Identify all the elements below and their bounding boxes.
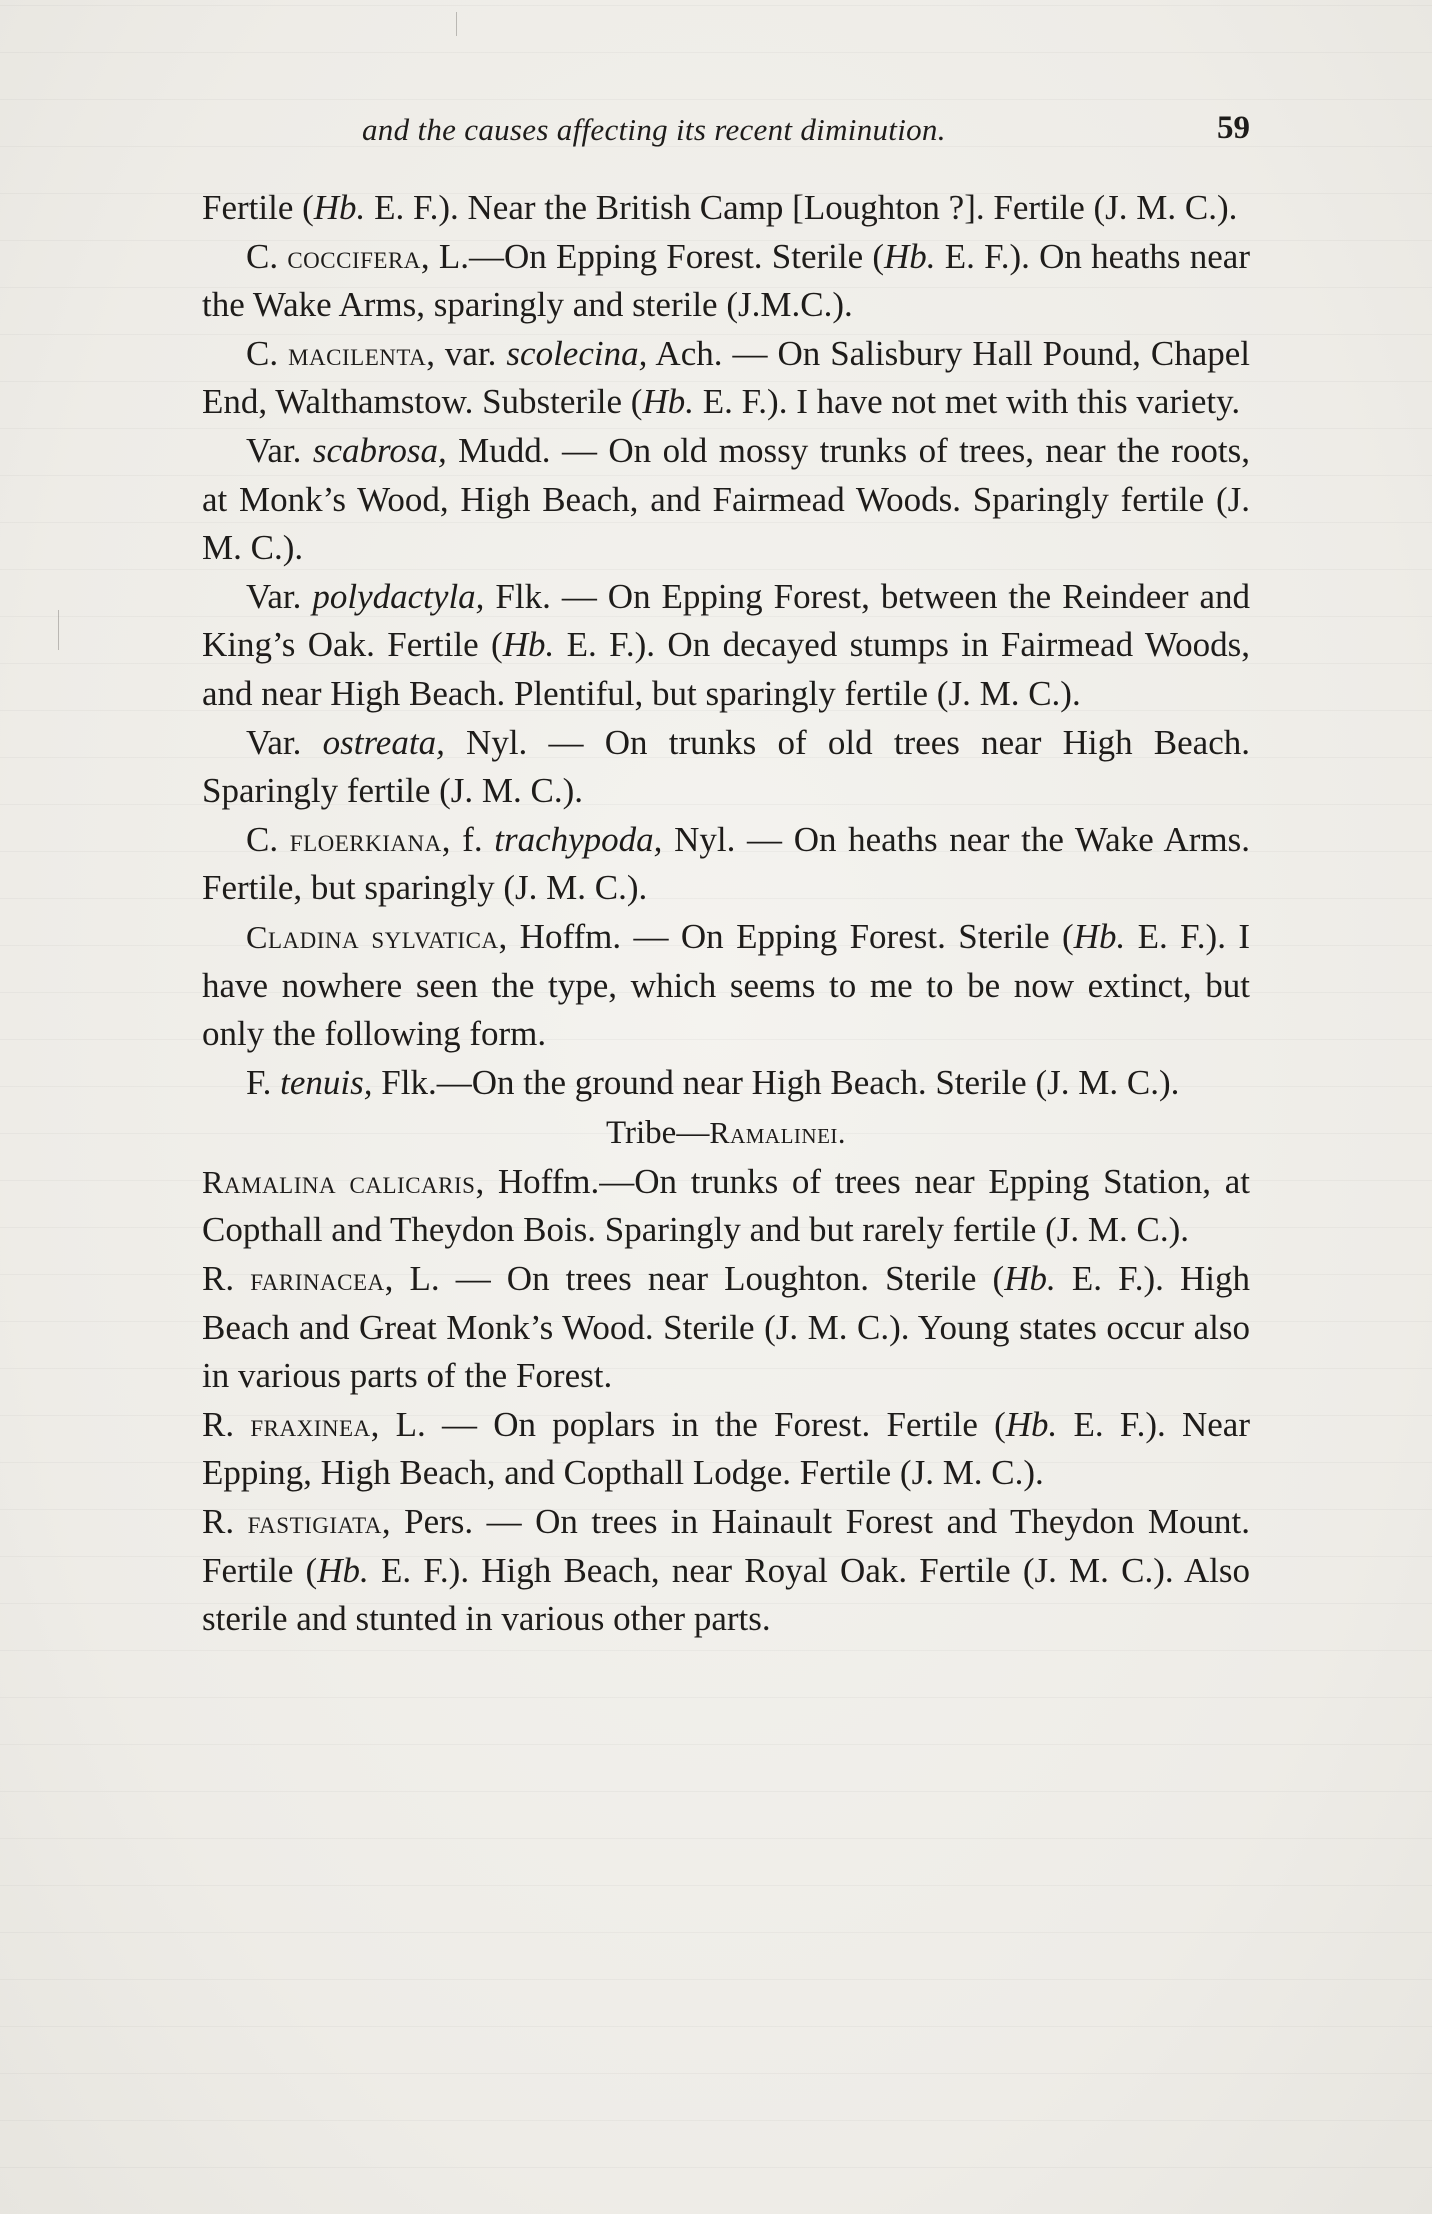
- text-run: Var.: [246, 430, 313, 470]
- species-name: farinacea: [250, 1261, 385, 1298]
- text-run: , f.: [441, 819, 495, 859]
- species-name: fastigiata: [247, 1504, 382, 1541]
- paragraph-p5: [202, 573, 1250, 719]
- text-run: Var.: [246, 576, 313, 616]
- species-name: macilenta: [288, 335, 427, 372]
- text-run: F.: [246, 1062, 281, 1102]
- species-name: fraxinea: [250, 1406, 371, 1443]
- species-name: coccifera: [287, 238, 421, 275]
- paragraph-q2: [202, 1255, 1250, 1401]
- text-run: E. F.). I have not met with this variety.: [694, 382, 1241, 422]
- species-name: floerkiana: [289, 821, 442, 858]
- italic-term: Hb.: [313, 188, 366, 227]
- italic-term: ostreata,: [322, 722, 445, 762]
- text-run: Ach. — On Salisbury Hall Pound, Chapel End, Walthamstow. Substerile (: [202, 333, 1250, 422]
- text-run: C.: [246, 333, 289, 373]
- text-run: , L. — On trees near Loughton. Sterile (: [384, 1259, 1005, 1299]
- text-run: E. F.). Near Epping, High Beach, and Copthall Lodge. Fertile (J. M. C.).: [202, 1404, 1250, 1493]
- text-run: E. F.). On heaths near the Wake Arms, sparingly and sterile (J.M.C.).: [202, 236, 1250, 325]
- species-list-ramalina: [202, 1158, 1250, 1644]
- text-run: E. F.). Near the British Camp [Loughton ?]. Fertile (J. M. C.).: [365, 188, 1238, 227]
- text-run: , L. — On poplars in the Forest. Fertile (: [370, 1404, 1006, 1444]
- text-run: , Pers. — On trees in Hainault Forest and Theydon Mount. Fertile (: [202, 1502, 1250, 1590]
- italic-term: Hb.: [1073, 916, 1126, 956]
- italic-term: Hb.: [642, 382, 694, 422]
- text-run: R.: [202, 1259, 251, 1299]
- text-run: R.: [202, 1502, 248, 1542]
- species-list-cladonia: [202, 184, 1250, 1107]
- italic-term: trachypoda,: [494, 819, 663, 859]
- text-run: , L.—On Epping Forest. Sterile (: [420, 236, 885, 276]
- paragraph-p7: [202, 816, 1250, 913]
- species-name: Cladina sylvatica: [246, 918, 499, 955]
- text-run: Nyl. — On trunks of old trees near High Beach. Sparingly fertile (J. M. C.).: [202, 722, 1250, 811]
- text-run: , var.: [426, 333, 507, 373]
- paragraph-q1: [202, 1158, 1250, 1255]
- text-run: C.: [246, 819, 290, 859]
- text-run: , Hoffm.—On trunks of trees near Epping Station, at Copthall and Theydon Bois. Sparingly and but rarely fertile (J. M. C.).: [202, 1161, 1250, 1250]
- text-run: C.: [246, 236, 288, 276]
- text-run: Flk.—On the ground near High Beach. Sterile (J. M. C.).: [372, 1062, 1180, 1102]
- paragraph-p3: [202, 330, 1250, 427]
- page-number: 59: [1217, 110, 1250, 146]
- text-run: , Hoffm. — On Epping Forest. Sterile (: [498, 916, 1074, 956]
- tribe-name: Ramalinei.: [709, 1116, 846, 1151]
- paragraph-q3: [202, 1401, 1250, 1498]
- text-run: Var.: [246, 722, 323, 762]
- text-run: E. F.). I have nowhere seen the type, which seems to me to be now extinct, but only the following form.: [202, 916, 1251, 1054]
- italic-term: Hb.: [884, 236, 936, 276]
- text-run: Mudd. — On old mossy trunks of trees, near the roots, at Monk’s Wood, High Beach, and Fairmead Woods. Sparingly fertile (J. M. C.).: [202, 430, 1251, 568]
- text-run: Fertile (: [202, 188, 314, 227]
- italic-term: polydactyla,: [312, 576, 485, 616]
- paragraph-p4: [202, 427, 1250, 573]
- paragraph-p9: [202, 1059, 1250, 1108]
- text-run: Flk. — On Epping Forest, between the Reindeer and King’s Oak. Fertile (: [202, 576, 1251, 665]
- tribe-prefix: Tribe—: [606, 1115, 710, 1152]
- italic-term: Hb.: [317, 1550, 369, 1590]
- page-header: [202, 104, 1250, 154]
- italic-term: scolecina,: [506, 333, 648, 373]
- italic-term: Hb.: [502, 625, 555, 665]
- paragraph-p8: [202, 913, 1250, 1059]
- body-text: [202, 184, 1250, 1644]
- running-head: and the causes affecting its recent diminution.: [362, 112, 946, 147]
- italic-term: scabrosa,: [312, 430, 447, 470]
- tribe-heading: [202, 1109, 1250, 1158]
- top-edge-mark: [456, 12, 457, 36]
- paragraph-q4: [202, 1498, 1250, 1644]
- text-run: Nyl. — On heaths near the Wake Arms. Fertile, but sparingly (J. M. C.).: [202, 819, 1251, 908]
- left-edge-mark: [58, 610, 59, 650]
- text-run: E. F.). On decayed stumps in Fairmead Woods, and near High Beach. Plentiful, but sparingly fertile (J. M. C.).: [202, 625, 1250, 713]
- italic-term: Hb.: [1004, 1259, 1056, 1299]
- paragraph-p6: [202, 719, 1250, 816]
- paragraph-p1: [202, 184, 1250, 233]
- italic-term: tenuis,: [280, 1062, 373, 1102]
- text-run: E. F.). High Beach and Great Monk’s Wood. Sterile (J. M. C.). Young states occur also in various parts of the Forest.: [202, 1259, 1250, 1396]
- text-run: R.: [202, 1404, 251, 1444]
- text-run: E. F.). High Beach, near Royal Oak. Fertile (J. M. C.). Also sterile and stunted in various other parts.: [202, 1550, 1250, 1639]
- italic-term: Hb.: [1005, 1404, 1058, 1444]
- paragraph-p2: [202, 233, 1250, 330]
- species-name: Ramalina calicaris: [202, 1163, 476, 1200]
